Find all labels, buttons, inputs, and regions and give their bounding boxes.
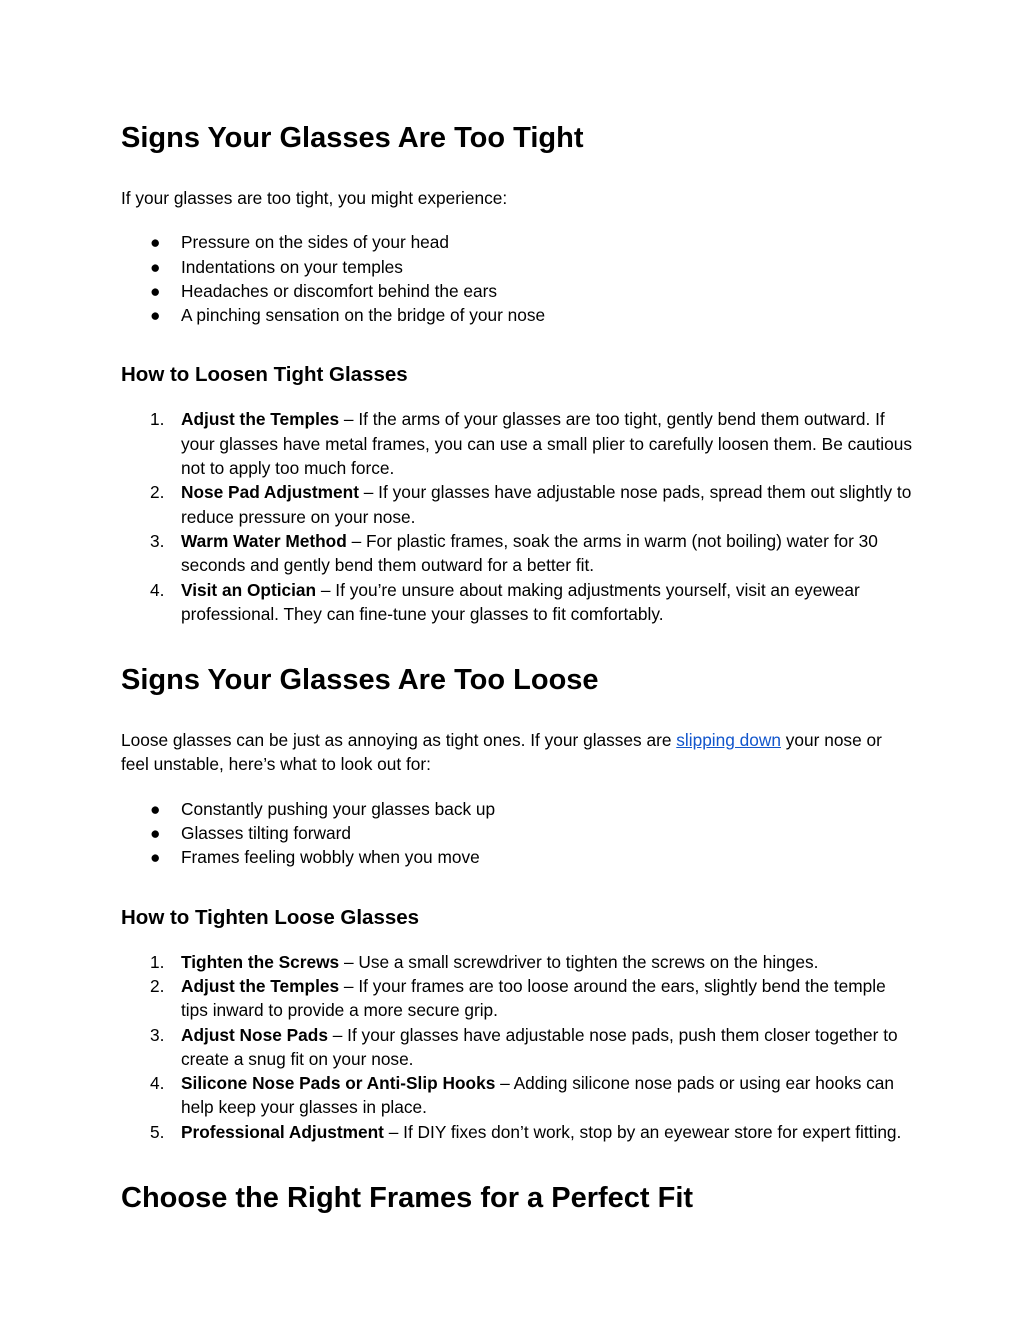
step-title: Warm Water Method	[181, 530, 347, 551]
step-text: – If your glasses have adjustable nose pads, push them closer together to create a snug fit on your nose.	[181, 1024, 898, 1069]
step-text: – For plastic frames, soak the arms in warm (not boiling) water for 30 seconds and gently bend them outward for a better fit.	[181, 530, 878, 576]
step-text: – Use a small screwdriver to tighten the screws on the hinges.	[339, 951, 819, 972]
step-title: Silicone Nose Pads or Anti-Slip Hooks	[181, 1073, 496, 1094]
bullet-marker: ●	[150, 305, 161, 326]
step-text: – Adding silicone nose pads or using ear hooks can help keep your glasses in place.	[181, 1073, 895, 1118]
subheading-tighten: How to Tighten Loose Glasses	[121, 905, 420, 929]
step-text: – If DIY fixes don’t work, stop by an eyewear store for expert fitting.	[383, 1121, 902, 1142]
bullet-marker: ●	[150, 256, 161, 277]
step-title: Professional Adjustment	[181, 1121, 384, 1142]
list-item	[121, 950, 914, 974]
list-item: ● Constantly pushing your glasses back up	[121, 797, 914, 821]
bullet-list-too-loose	[121, 797, 914, 870]
bullet-marker: ●	[150, 280, 161, 301]
step-number: 5.	[150, 1121, 165, 1142]
list-item	[121, 529, 914, 578]
step-text: – If your glasses have adjustable nose pads, spread them out slightly to reduce pressure on your nose.	[181, 482, 912, 527]
step-title: Adjust the Temples	[181, 975, 340, 996]
slipping-down-link[interactable]: slipping down	[676, 730, 781, 751]
step-title: Adjust Nose Pads	[181, 1024, 328, 1045]
list-item	[121, 1023, 914, 1072]
intro-too-tight: If your glasses are too tight, you might experience:	[121, 188, 508, 208]
steps-tighten	[121, 950, 914, 1144]
list-item: ● Indentations on your temples	[121, 255, 914, 279]
heading-too-loose: Signs Your Glasses Are Too Loose	[121, 664, 599, 697]
step-number: 1.	[150, 951, 165, 972]
list-item	[121, 1120, 914, 1144]
steps-loosen	[121, 407, 914, 626]
step-number: 4.	[150, 1073, 165, 1094]
step-number: 2.	[150, 482, 165, 503]
list-item	[121, 1071, 914, 1120]
step-text: – If the arms of your glasses are too tight, gently bend them outward. If your glasses have metal frames, you can use a small plier to carefully loosen them. Be cautious not to apply too much force.	[181, 409, 912, 479]
step-title: Nose Pad Adjustment	[181, 482, 359, 503]
heading-too-tight: Signs Your Glasses Are Too Tight	[121, 122, 584, 154]
step-number: 4.	[150, 579, 165, 600]
list-item	[121, 407, 914, 480]
step-number: 2.	[150, 975, 165, 996]
step-number: 3.	[150, 530, 165, 551]
step-title: Visit an Optician	[181, 579, 317, 600]
list-item: ● Pressure on the sides of your head	[121, 230, 914, 254]
bullet-marker: ●	[150, 798, 161, 819]
intro-too-loose: Loose glasses can be just as annoying as tight ones. If your glasses are slipping down your nose or feel unstable, here’s what to look out for:	[121, 730, 882, 775]
step-number: 3.	[150, 1024, 165, 1045]
bullet-list-too-tight	[121, 230, 914, 327]
list-item: ● A pinching sensation on the bridge of your nose	[121, 303, 914, 327]
step-number: 1.	[150, 409, 165, 430]
list-item	[121, 578, 914, 627]
list-item: ● Glasses tilting forward	[121, 821, 914, 845]
subheading-loosen: How to Loosen Tight Glasses	[121, 363, 408, 387]
list-item	[121, 480, 914, 529]
list-item: ● Headaches or discomfort behind the ears	[121, 279, 914, 303]
step-text: – If your frames are too loose around the ears, slightly bend the temple tips inward to provide a more secure grip.	[181, 975, 886, 1021]
bullet-marker: ●	[150, 823, 161, 844]
list-item	[121, 974, 914, 1023]
list-item: ● Frames feeling wobbly when you move	[121, 845, 914, 869]
step-title: Adjust the Temples	[181, 409, 340, 430]
step-text: – If you’re unsure about making adjustments yourself, visit an eyewear professional. They can fine-tune your glasses to fit comfortably.	[181, 579, 860, 624]
step-title: Tighten the Screws	[181, 951, 340, 972]
heading-right-frames: Choose the Right Frames for a Perfect Fit	[121, 1182, 694, 1215]
bullet-marker: ●	[150, 847, 161, 868]
bullet-marker: ●	[150, 232, 161, 253]
